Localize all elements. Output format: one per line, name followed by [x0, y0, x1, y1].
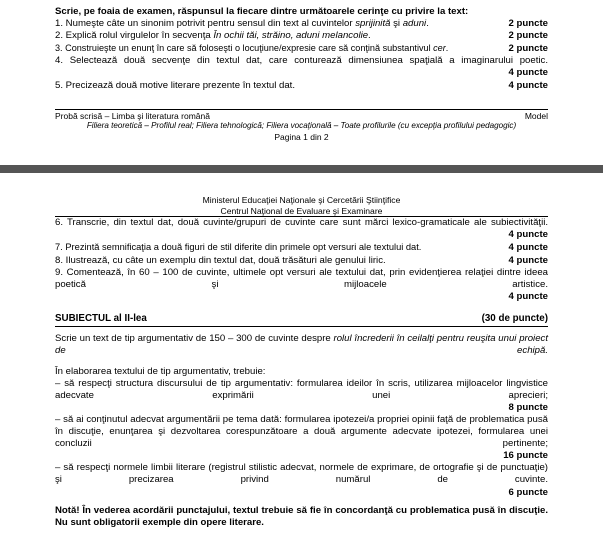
requirement-item-8: [55, 255, 548, 267]
criterion-3-points-row: [55, 487, 548, 499]
requirement-6-number: 6.: [55, 217, 64, 229]
requirement-3-spacer: [445, 42, 508, 54]
requirement-7-text: Prezintă semnificaţia a două figuri de stil diferite din primele opt versuri ale textului dat.: [62, 242, 422, 253]
requirement-7-number: 7.: [55, 242, 63, 253]
criterion-item-2: [55, 414, 548, 450]
requirement-3-number: 3.: [55, 43, 63, 54]
requirement-2-spacer: [371, 30, 509, 42]
requirement-1-body: [55, 18, 429, 30]
note-text: În vederea acordării punctajului, textul trebuie să fie în concordanţă cu problematica pusă în discuţie.: [79, 504, 548, 516]
page-separator-band: [0, 165, 603, 173]
requirement-8-body: [55, 255, 386, 267]
ministry-line-2: Centrul Naţional de Evaluare şi Examinare: [220, 205, 383, 216]
footer-variant-label: Model: [524, 110, 548, 121]
page1-footer-gap: [55, 92, 548, 109]
requirement-7-points: 4 puncte: [508, 242, 548, 254]
page1-lead-instruction: Scrie, pe foaia de examen, răspunsul la fiecare dintre următoarele cerinţe cu privire la text:: [55, 6, 469, 17]
ministry-header: [55, 195, 548, 216]
footer-page-number: Pagina 1 din 2: [274, 132, 329, 143]
requirement-9-number: 9.: [55, 266, 64, 278]
requirement-3-text-before: Construieşte un enunţ în care să foloseşti o locuţiune/expresie care să conţină substantivul: [62, 43, 434, 54]
requirement-1-between: şi: [390, 18, 403, 30]
requirement-3-body: [55, 42, 448, 54]
requirement-8-number: 8.: [55, 254, 64, 266]
requirement-item-6: [55, 217, 548, 229]
subject-2-points: (30 de puncte): [481, 312, 548, 324]
requirement-5-points: 4 puncte: [508, 79, 548, 91]
requirement-1-text-after: .: [426, 18, 429, 30]
note-second-line: Nu sunt obligatorii exemple din opere literare.: [55, 516, 264, 528]
requirement-item-5: [55, 80, 548, 92]
exam-page-1: [0, 0, 603, 143]
requirement-2-number: 2.: [55, 30, 64, 42]
requirement-6-text: Transcrie, din textul dat, două cuvinte/grupuri de cuvinte care sunt mărci lexico-gramaticale ale subiectivităţii.: [63, 217, 548, 229]
requirement-4-points-spacer: [55, 67, 509, 79]
instructions-lead: În elaborarea textului de tip argumentativ, trebuie:: [55, 365, 266, 377]
requirement-1-italic-1: sprijinită: [355, 18, 391, 30]
criterion-1-points-spacer: [55, 402, 509, 414]
criterion-2-points-spacer: [55, 450, 503, 462]
requirement-8-points: 4 puncte: [508, 254, 548, 266]
note-label: Notă!: [55, 504, 80, 516]
requirement-2-text-before: Explică rolul virgulelor în secvenţa: [63, 30, 214, 42]
page1-footer-top-row: [55, 111, 548, 122]
note-block: [55, 505, 548, 517]
requirement-item-3: [55, 42, 548, 55]
requirement-5-spacer: [295, 80, 509, 92]
requirement-1-spacer: [429, 18, 509, 30]
footer-exam-title: Probă scrisă – Limba şi literatura română: [55, 110, 210, 121]
requirement-5-number: 5.: [55, 79, 64, 91]
requirement-9-points-spacer: [55, 291, 509, 303]
footer-profile-line: Filiera teoretică – Profilul real; Filiera tehnologică; Filiera vocaţională – Toate profilurile (cu excepţia profilului pedagogic): [86, 121, 517, 131]
requirement-1-points: 2 puncte: [508, 18, 548, 30]
requirement-1-italic-2: aduni: [402, 18, 427, 30]
criterion-1-marker: –: [55, 377, 61, 389]
task-topic-italic: rolul încrederii în ceilalţi pentru reuşita unui proiect de echipă: [55, 333, 548, 357]
requirement-7-spacer: [421, 241, 508, 253]
criterion-1-points-row: [55, 402, 548, 414]
requirement-9-points: 4 puncte: [508, 290, 548, 302]
criterion-item-3: [55, 462, 548, 486]
criterion-3-points-spacer: [55, 487, 509, 499]
requirement-6-points-row: [55, 229, 548, 241]
requirement-3-text-after: .: [445, 43, 449, 54]
requirement-2-points: 2 puncte: [508, 30, 548, 42]
requirement-5-body: [55, 80, 295, 92]
requirement-7-body: [55, 241, 421, 253]
requirement-8-text: Ilustrează, cu câte un exemplu din textul dat, două trăsături ale genului liric.: [63, 254, 386, 266]
ministry-line-1: Ministerul Educaţiei Naţionale şi Cercetării Ştiinţifice: [202, 195, 401, 206]
criterion-2-text: să ai conţinutul adecvat argumentării pe tema dată: formularea ipotezei/a propriei opinii faţă de problematica pusă în discuţie, enunţarea şi dezvoltarea corespunzătoare a două argumente adecvate ipotezei, formularea unei concluzii pertinente;: [55, 413, 548, 450]
task-text-after: .: [545, 345, 548, 357]
criterion-3-text: să respecţi normele limbii literare (registrul stilistic adecvat, normele de exprimare, de ortografie şi de punctuaţie) şi precizarea privind numărul de cuvinte.: [55, 462, 548, 486]
requirement-3-points: 2 puncte: [508, 43, 548, 55]
requirement-6-points-spacer: [55, 229, 509, 241]
criterion-3-points: 6 puncte: [508, 486, 548, 498]
requirement-1-number: 1.: [55, 18, 64, 30]
requirement-4-points: 4 puncte: [508, 67, 548, 79]
criterion-1-points: 8 puncte: [508, 401, 548, 413]
instructions-gap: [55, 358, 548, 366]
requirement-item-1: [55, 18, 548, 30]
page-gap-top: [0, 143, 603, 165]
requirement-4-number: 4.: [55, 55, 64, 67]
requirement-2-body: [55, 30, 371, 42]
argumentative-task: [55, 333, 548, 357]
requirement-item-2: [55, 30, 548, 42]
task-text-before: Scrie un text de tip argumentativ de 150 – 300 de cuvinte despre: [55, 333, 334, 345]
requirement-8-spacer: [386, 255, 509, 267]
requirement-3-italic-1: cer: [433, 43, 446, 54]
requirement-2-text-after: .: [368, 30, 371, 42]
requirement-2-italic-1: În ochii tăi, străino, aduni melancolie: [213, 30, 369, 42]
criterion-3-marker: –: [55, 462, 61, 474]
subject-heading-gap: [55, 303, 548, 313]
requirement-9-points-row: [55, 291, 548, 303]
criterion-1-text: să respecţi structura discursului de tip argumentativ: formularea ideilor în scris, utilizarea mijloacelor lingvistice adecvate exprimării unei aprecieri;: [55, 377, 548, 401]
requirement-5-text: Precizează două motive literare prezente în textul dat.: [63, 79, 295, 91]
requirement-item-4: [55, 55, 548, 67]
requirement-6-points: 4 puncte: [508, 229, 548, 241]
exam-page-2: [0, 173, 603, 529]
requirement-1-text-before: Numeşte câte un sinonim potrivit pentru sensul din text al cuvintelor: [63, 18, 356, 30]
subject-2-title: SUBIECTUL al II-lea: [55, 312, 147, 324]
subject-2-heading: [55, 313, 548, 328]
requirement-item-7: [55, 241, 548, 254]
requirement-4-points-row: [55, 67, 548, 79]
criterion-2-marker: –: [55, 413, 61, 425]
page1-footer: [55, 110, 548, 143]
requirement-4-text: Selectează două secvenţe din textul dat, care conturează dimensiunea spaţială a imaginarului poetic.: [63, 55, 548, 67]
criterion-item-1: [55, 378, 548, 402]
requirement-item-9: [55, 267, 548, 291]
requirement-9-text: Comentează, în 60 – 100 de cuvinte, ultimele opt versuri ale textului dat, prin evidenţierea relaţiei dintre ideea poetică şi mijloacele artistice.: [55, 266, 548, 290]
criterion-2-points: 16 puncte: [503, 450, 548, 462]
criterion-2-points-row: [55, 450, 548, 462]
